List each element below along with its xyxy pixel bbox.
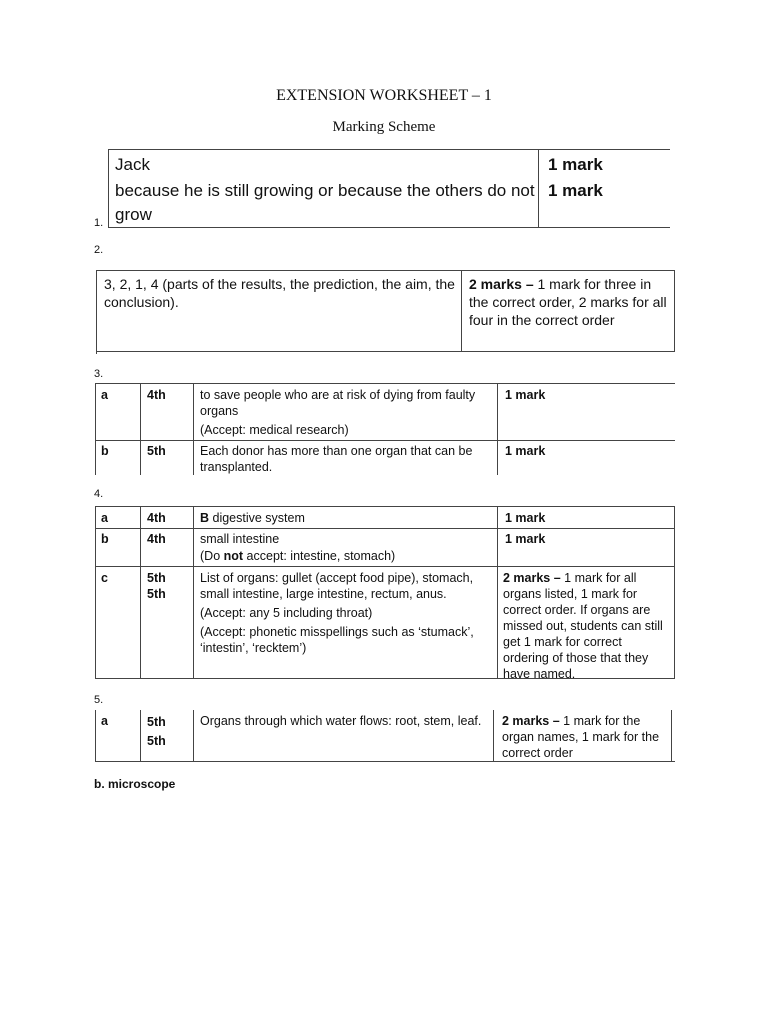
q4-b-note-pre: (Do [200,549,224,563]
q3-b-answer: Each donor has more than one organ that can be transplanted. [200,444,473,474]
worksheet-subtitle: Marking Scheme [332,119,436,135]
q1-marks [548,152,668,204]
worksheet-title: EXTENSION WORKSHEET – 1 [276,87,492,104]
q4-a-marks: 1 mark [505,511,546,525]
q3-a-part: a [101,388,108,402]
q4-b-level: 4th [147,532,166,546]
q4-number: 4. [94,488,104,500]
q4-b-note-bold: not [223,549,244,563]
q5-a-level-1: 5th [147,715,166,729]
q4-a-answer [200,510,492,526]
q4-b-note [200,548,492,564]
q4-c-accept-1: (Accept: any 5 including throat) [200,606,373,620]
q1-answer-line1: Jack [115,155,150,174]
q1-answer [115,153,535,227]
q4-c-accept-2: (Accept: phonetic misspellings such as ‘stumack’, ‘intestin’, ‘recktem’) [200,625,474,655]
q4-c-part: c [101,571,108,585]
q3-a-answer [200,387,492,438]
q2-marks-rest: 1 mark for three in the correct order, 2 marks for all four in the correct order [469,276,667,328]
q4-c-marks [503,570,671,682]
q4-c-level-1: 5th [147,571,166,585]
q5-part-b-answer: b. microscope [94,777,176,791]
q5-a-marks [502,713,670,761]
q1-mark-2: 1 mark [548,181,603,200]
q1-mark-1: 1 mark [548,155,603,174]
q3-a-level: 4th [147,388,166,402]
q4-c-marks-rest: 1 mark for all organs listed, 1 mark for correct order. If organs are missed out, students can still get 1 mark for correct ordering of those that they have named. [503,571,663,681]
q1-number: 1. [94,217,104,229]
q5-a-part: a [101,714,108,728]
q4-a-part: a [101,511,108,525]
q4-c-answer [200,570,492,656]
q4-c-marks-bold: 2 marks – [503,571,561,585]
q3-b-marks: 1 mark [505,444,546,458]
q4-c-levels [147,570,166,602]
q2-marks [469,275,671,329]
q5-a-levels [147,713,166,751]
q4-b-marks: 1 mark [505,532,546,546]
q5-a-marks-bold: 2 marks – [502,714,560,728]
q3-a-marks: 1 mark [505,388,546,402]
q4-b-answer [200,531,492,564]
q5-number: 5. [94,694,104,706]
q4-a-answer-rest: digestive system [209,511,305,525]
q2-number: 2. [94,244,104,256]
q4-a-level: 4th [147,511,166,525]
q5-a-marks-rest: 1 mark for the organ names, 1 mark for the correct order [502,714,660,760]
q4-c-level-2: 5th [147,587,166,601]
q3-b-level: 5th [147,444,166,458]
q2-answer: 3, 2, 1, 4 (parts of the results, the prediction, the aim, the conclusion). [104,276,455,310]
q4-b-answer-text: small intestine [200,532,280,546]
q4-b-part: b [101,532,109,546]
q4-b-note-post: accept: intestine, stomach) [243,549,396,563]
q5-a-answer: Organs through which water flows: root, stem, leaf. [200,714,482,728]
q1-answer-line2: because he is still growing or because the others do not grow [115,181,535,224]
q4-c-answer-text: List of organs: gullet (accept food pipe), stomach, small intestine, large intestine, rectum, anus. [200,571,474,601]
q5-a-level-2: 5th [147,734,166,748]
q3-a-accept: (Accept: medical research) [200,423,349,437]
q3-b-part: b [101,444,109,458]
q4-a-answer-bold: B [200,511,210,525]
q2-marks-bold: 2 marks – [469,276,534,292]
q3-number: 3. [94,368,104,380]
q3-a-answer-text: to save people who are at risk of dying from faulty organs [200,388,476,418]
